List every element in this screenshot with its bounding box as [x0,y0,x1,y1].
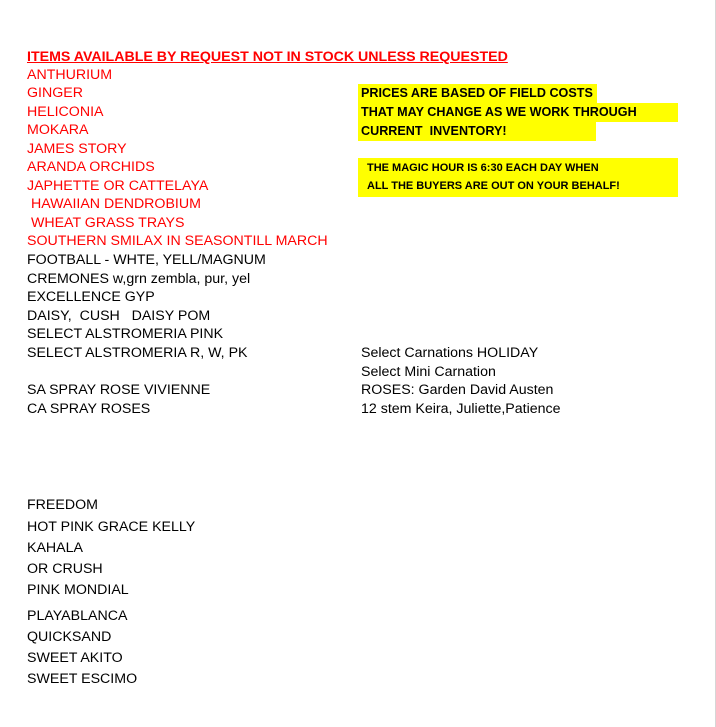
carnation-note: Select Carnations HOLIDAY [361,345,539,361]
spray-rose-item: CA SPRAY ROSES [27,401,151,417]
prices-note-line: PRICES ARE BASED OF FIELD COSTS [361,86,593,100]
red-item: HAWAIIAN DENDROBIUM [27,196,201,212]
red-item: ANTHURIUM [27,67,113,83]
stock-item: SELECT ALSTROMERIA R, W, PK [27,345,248,361]
rose-variety: PINK MONDIAL [27,582,129,598]
prices-note-line: CURRENT INVENTORY! [361,124,507,138]
stock-item: EXCELLENCE GYP [27,289,155,305]
rose-variety: OR CRUSH [27,561,103,577]
red-item: WHEAT GRASS TRAYS [27,215,185,231]
stock-item: SELECT ALSTROMERIA PINK [27,326,224,342]
rose-variety: SWEET AKITO [27,650,123,666]
rose-variety: PLAYABLANCA [27,608,128,624]
stock-item: CREMONES w,grn zembla, pur, yel [27,271,251,287]
rose-variety: KAHALA [27,540,83,556]
red-item: JAPHETTE OR CATTELAYA [27,178,209,194]
stock-item: DAISY, CUSH DAISY POM [27,308,211,324]
rose-variety: FREEDOM [27,497,98,513]
stock-item: FOOTBALL - WHTE, YELL/MAGNUM [27,252,266,268]
carnation-note: Select Mini Carnation [361,364,496,380]
garden-rose-note: ROSES: Garden David Austen [361,382,554,398]
rose-variety: SWEET ESCIMO [27,671,138,687]
red-item: MOKARA [27,122,89,138]
prices-note-line: THAT MAY CHANGE AS WE WORK THROUGH [361,105,637,119]
red-item: SOUTHERN SMILAX IN SEASONTILL MARCH [27,233,328,249]
spray-rose-item: SA SPRAY ROSE VIVIENNE [27,382,211,398]
magic-hour-line: ALL THE BUYERS ARE OUT ON YOUR BEHALF! [367,180,620,192]
red-item: ARANDA ORCHIDS [27,159,155,175]
red-item: JAMES STORY [27,141,127,157]
request-heading: ITEMS AVAILABLE BY REQUEST NOT IN STOCK UNLESS REQUESTED [27,49,508,65]
garden-rose-note: 12 stem Keira, Juliette,Patience [361,401,561,417]
rose-variety: QUICKSAND [27,629,112,645]
magic-hour-line: THE MAGIC HOUR IS 6:30 EACH DAY WHEN [367,162,599,174]
rose-variety: HOT PINK GRACE KELLY [27,519,196,535]
red-item: HELICONIA [27,104,104,120]
red-item: GINGER [27,85,83,101]
